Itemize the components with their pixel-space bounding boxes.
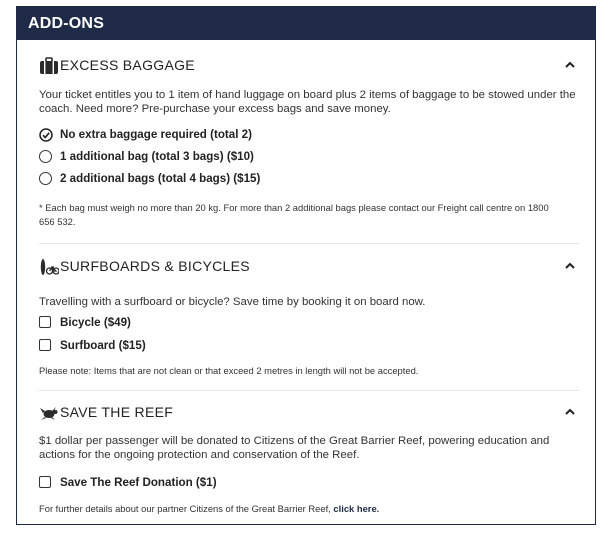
reef-note-text: For further details about our partner Citizens of the Great Barrier Reef,	[39, 503, 334, 514]
addons-panel	[16, 6, 596, 525]
radio-button[interactable]	[39, 150, 52, 163]
check-circle-icon[interactable]	[39, 128, 53, 142]
suitcase-icon	[39, 57, 59, 75]
excess-baggage-description: Your ticket entitles you to 1 item of hand luggage on board plus 2 items of baggage to be stowed under the coach. Need more? Pre-purchase your excess bags and save money.	[39, 89, 576, 115]
click-here-link[interactable]: click here.	[333, 503, 380, 514]
reef-donation-checkbox[interactable]	[39, 476, 51, 488]
baggage-option-label: No extra baggage required (total 2)	[60, 128, 252, 141]
save-the-reef-section	[39, 402, 591, 514]
save-the-reef-description: $1 dollar per passenger will be donated to Citizens of the Great Barrier Reef, powering education and actions for the ongoing protection and conservation of the Reef.	[39, 435, 550, 461]
section-divider	[39, 390, 579, 391]
surfboard-label: Surfboard ($15)	[60, 339, 146, 352]
surfboards-bicycles-description: Travelling with a surfboard or bicycle? Save time by booking it on board now.	[39, 296, 426, 308]
bicycle-label: Bicycle ($49)	[60, 316, 131, 329]
turtle-icon	[39, 404, 59, 422]
reef-donation-label: Save The Reef Donation ($1)	[60, 476, 217, 489]
excess-baggage-section	[39, 55, 591, 227]
chevron-up-icon[interactable]	[565, 61, 575, 68]
save-the-reef-header[interactable]	[39, 402, 591, 424]
panel-title: ADD-ONS	[17, 7, 595, 40]
chevron-up-icon[interactable]	[565, 262, 575, 269]
bicycle-checkbox[interactable]	[39, 316, 51, 328]
surfboard-checkbox[interactable]	[39, 339, 51, 351]
baggage-note: * Each bag must weigh no more than 20 kg. For more than 2 additional bags please contact our Freight call centre on 1800 656 532.	[39, 202, 549, 227]
excess-baggage-header[interactable]	[39, 55, 591, 77]
baggage-option-label: 2 additional bags (total 4 bags) ($15)	[60, 172, 261, 185]
save-the-reef-note	[39, 502, 579, 516]
surfboards-bicycles-note: Please note: Items that are not clean or that exceed 2 metres in length will not be accepted.	[39, 365, 419, 376]
chevron-up-icon[interactable]	[565, 408, 575, 415]
surfboard-bicycle-icon	[39, 258, 59, 276]
save-the-reef-title: SAVE THE REEF	[60, 404, 174, 420]
radio-button[interactable]	[39, 172, 52, 185]
surfboards-bicycles-section	[39, 256, 591, 376]
excess-baggage-title: EXCESS BAGGAGE	[60, 57, 195, 73]
surfboards-bicycles-title: SURFBOARDS & BICYCLES	[60, 258, 250, 274]
baggage-option-label: 1 additional bag (total 3 bags) ($10)	[60, 150, 254, 163]
section-divider	[39, 243, 579, 244]
surfboards-bicycles-header[interactable]	[39, 256, 591, 278]
